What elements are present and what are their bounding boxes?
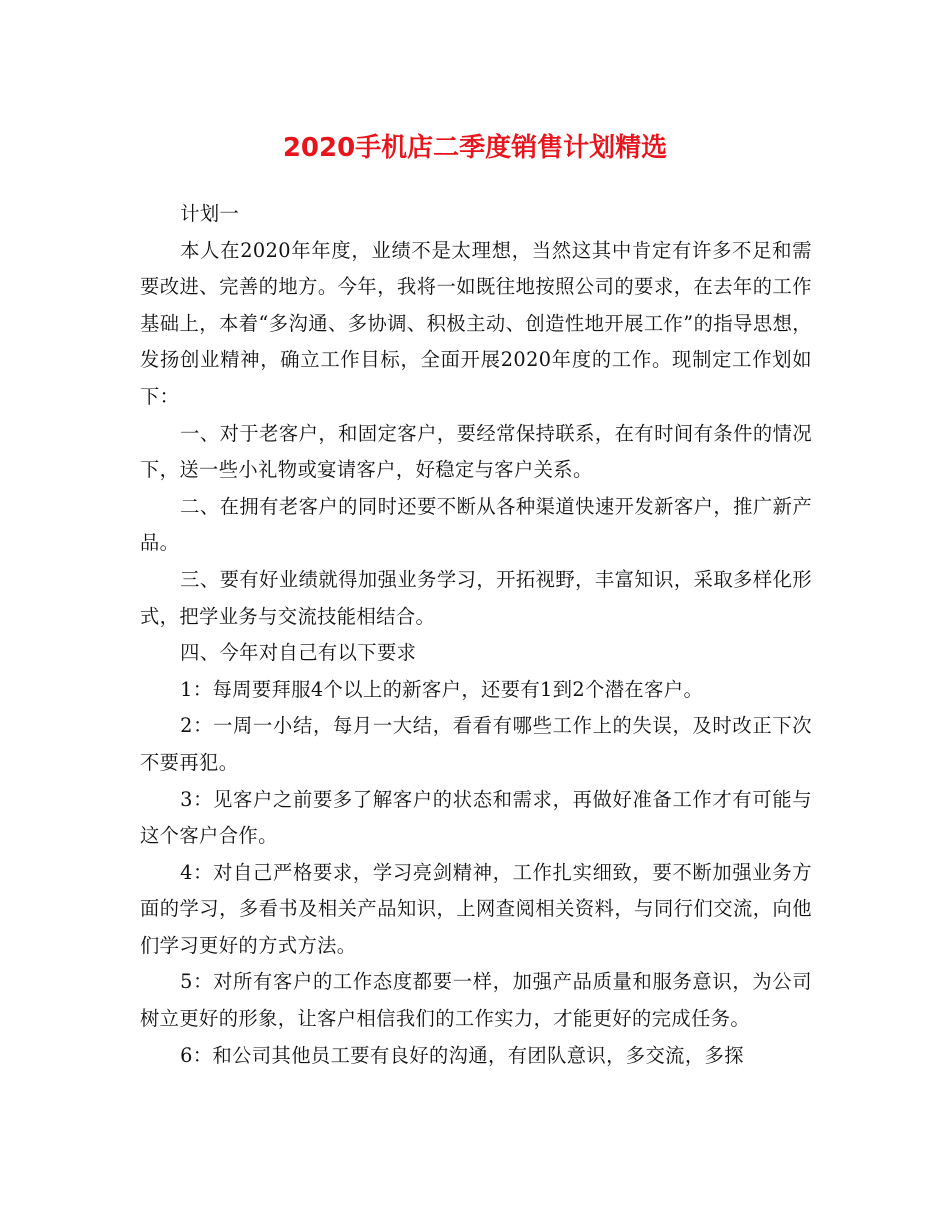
paragraph-requirement-2: 2：一周一小结，每月一大结，看看有哪些工作上的失误，及时改正下次不要再犯。 bbox=[140, 714, 812, 774]
paragraph-intro: 本人在2020年年度，业绩不是太理想，当然这其中肯定有许多不足和需要改进、完善的地方。今年，我将一如既往地按照公司的要求，在去年的工作基础上，本着“多沟通、多协调、积极主动、创造性地开展工作”的指导思想，发扬创业精神，确立工作目标，全面开展2020年度的工作。现制定工作划如下： bbox=[140, 238, 812, 408]
paragraph-plan-heading: 计划一 bbox=[180, 202, 240, 225]
paragraph-requirement-4: 4：对自己严格要求，学习亮剑精神，工作扎实细致，要不断加强业务方面的学习，多看书及相关产品知识，上网查阅相关资料，与同行们交流，向他们学习更好的方式方法。 bbox=[140, 860, 812, 957]
document-title: 2020手机店二季度销售计划精选 bbox=[282, 133, 668, 163]
paragraph-item-4: 四、今年对自己有以下要求 bbox=[180, 641, 417, 665]
paragraph-requirement-6: 6：和公司其他员工要有良好的沟通，有团队意识，多交流，多探 bbox=[180, 1043, 744, 1067]
paragraph-item-1: 一、对于老客户，和固定客户，要经常保持联系，在有时间有条件的情况下，送一些小礼物或宴请客户，好稳定与客户关系。 bbox=[140, 421, 812, 482]
paragraph-item-2: 二、在拥有老客户的同时还要不断从各种渠道快速开发新客户，推广新产品。 bbox=[140, 494, 812, 555]
paragraph-item-3: 三、要有好业绩就得加强业务学习，开拓视野，丰富知识，采取多样化形式，把学业务与交流技能相结合。 bbox=[140, 567, 812, 628]
paragraph-requirement-1: 1：每周要拜服4个以上的新客户，还要有1到2个潜在客户。 bbox=[180, 677, 704, 701]
paragraph-requirement-5: 5：对所有客户的工作态度都要一样，加强产品质量和服务意识，为公司树立更好的形象，让客户相信我们的工作实力，才能更好的完成任务。 bbox=[140, 970, 812, 1031]
paragraph-requirement-3: 3：见客户之前要多了解客户的状态和需求，再做好准备工作才有可能与这个客户合作。 bbox=[140, 787, 812, 848]
document-body bbox=[140, 196, 812, 1074]
